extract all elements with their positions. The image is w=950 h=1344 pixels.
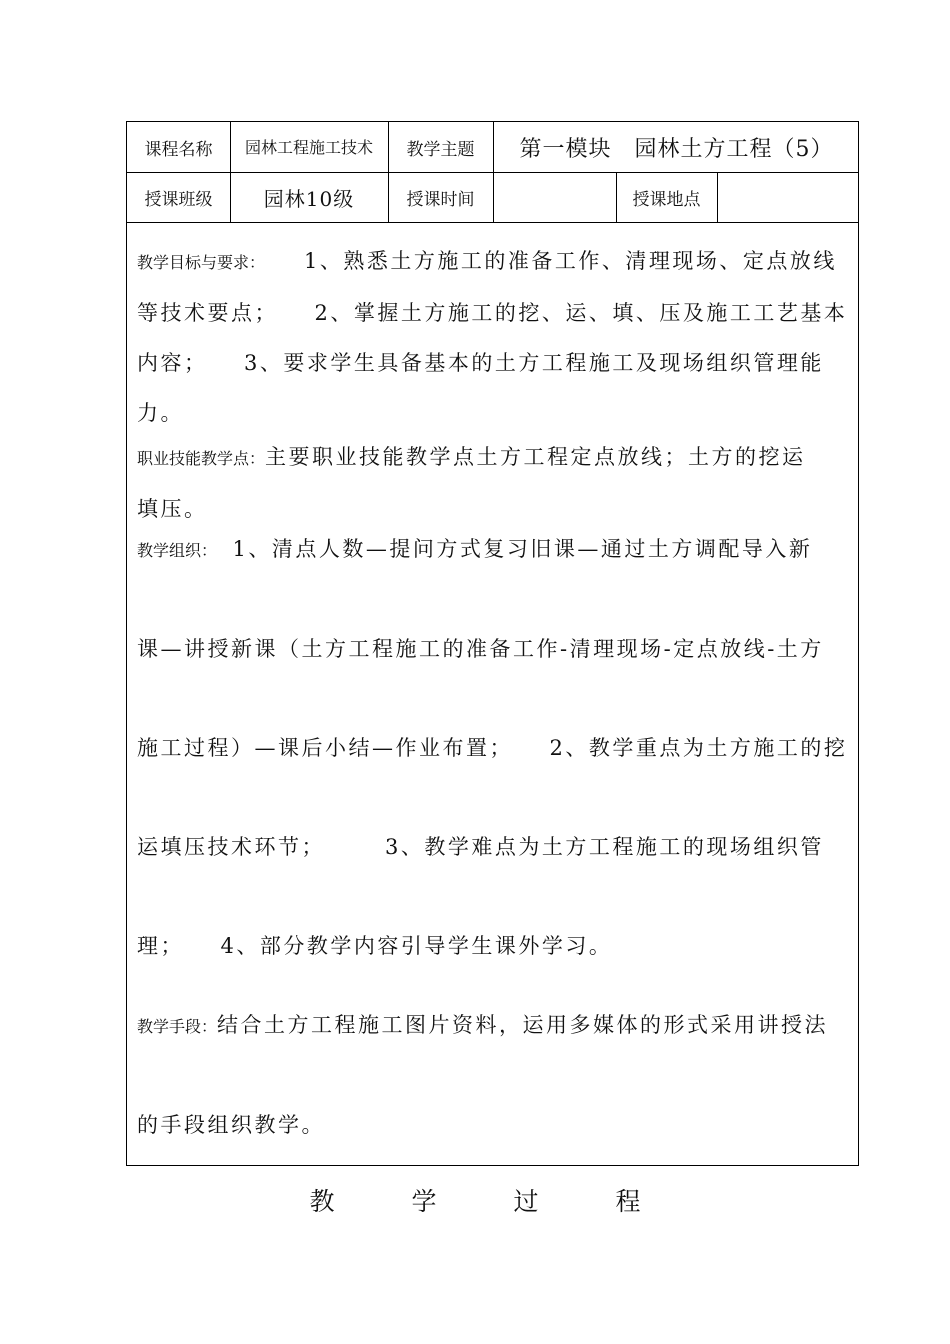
objectives-line: 内容； 3、要求学生具备基本的土方工程施工及现场组织管理能 <box>137 351 824 375</box>
objectives-line: 等技术要点； 2、掌握土方施工的挖、运、填、压及施工工艺基本 <box>137 301 848 325</box>
topic-value: 第一模块 园林土方工程（5） <box>519 136 834 162</box>
course-name-label: 课程名称 <box>144 139 213 160</box>
organization-line: 理； 4、部分教学内容引导学生课外学习。 <box>137 934 613 958</box>
organization-line: 课—讲授新课（土方工程施工的准备工作-清理现场-定点放线-土方 <box>137 637 824 661</box>
organization-section <box>137 500 849 996</box>
topic-label: 教学主题 <box>406 139 475 160</box>
lesson-plan-table <box>126 121 859 1166</box>
skills-label: 职业技能教学点： <box>137 449 266 468</box>
teaching-process-heading <box>0 1182 950 1218</box>
location-value <box>717 172 860 222</box>
skills-line: 填压。 <box>137 497 208 521</box>
organization-label: 教学组织： <box>137 541 210 560</box>
heading-char: 程 <box>615 1187 641 1216</box>
organization-line: 运填压技术环节； 3、教学难点为土方工程施工的现场组织管 <box>137 835 824 859</box>
row-divider <box>127 222 858 223</box>
methods-line: 教学手段：结合土方工程施工图片资料，运用多媒体的形式采用讲授法 <box>137 1013 829 1037</box>
skills-line: 职业技能教学点：主要职业技能教学点土方工程定点放线；土方的挖运 <box>137 445 806 469</box>
class-label: 授课班级 <box>144 189 213 210</box>
methods-section <box>137 976 849 1175</box>
location-label: 授课地点 <box>632 189 701 210</box>
organization-line: 施工过程）—课后小结—作业布置； 2、教学重点为土方施工的挖 <box>137 736 848 760</box>
objectives-line: 教学目标与要求： 1、熟悉土方施工的准备工作、清理现场、定点放线 <box>137 249 837 273</box>
objectives-label: 教学目标与要求： <box>137 253 258 272</box>
time-value <box>493 172 616 222</box>
heading-char: 教 <box>309 1187 335 1216</box>
heading-char: 过 <box>513 1187 539 1216</box>
heading-char: 学 <box>411 1187 437 1216</box>
methods-line: 的手段组织教学。 <box>137 1113 325 1137</box>
time-label: 授课时间 <box>406 189 475 210</box>
objectives-line: 力。 <box>137 401 184 425</box>
class-value: 园林10级 <box>263 186 355 211</box>
methods-label: 教学手段： <box>137 1017 218 1036</box>
course-name-value: 园林工程施工技术 <box>244 137 373 157</box>
objectives-section <box>137 236 849 438</box>
organization-line: 教学组织： 1、清点人数—提问方式复习旧课—通过土方调配导入新 <box>137 537 813 561</box>
